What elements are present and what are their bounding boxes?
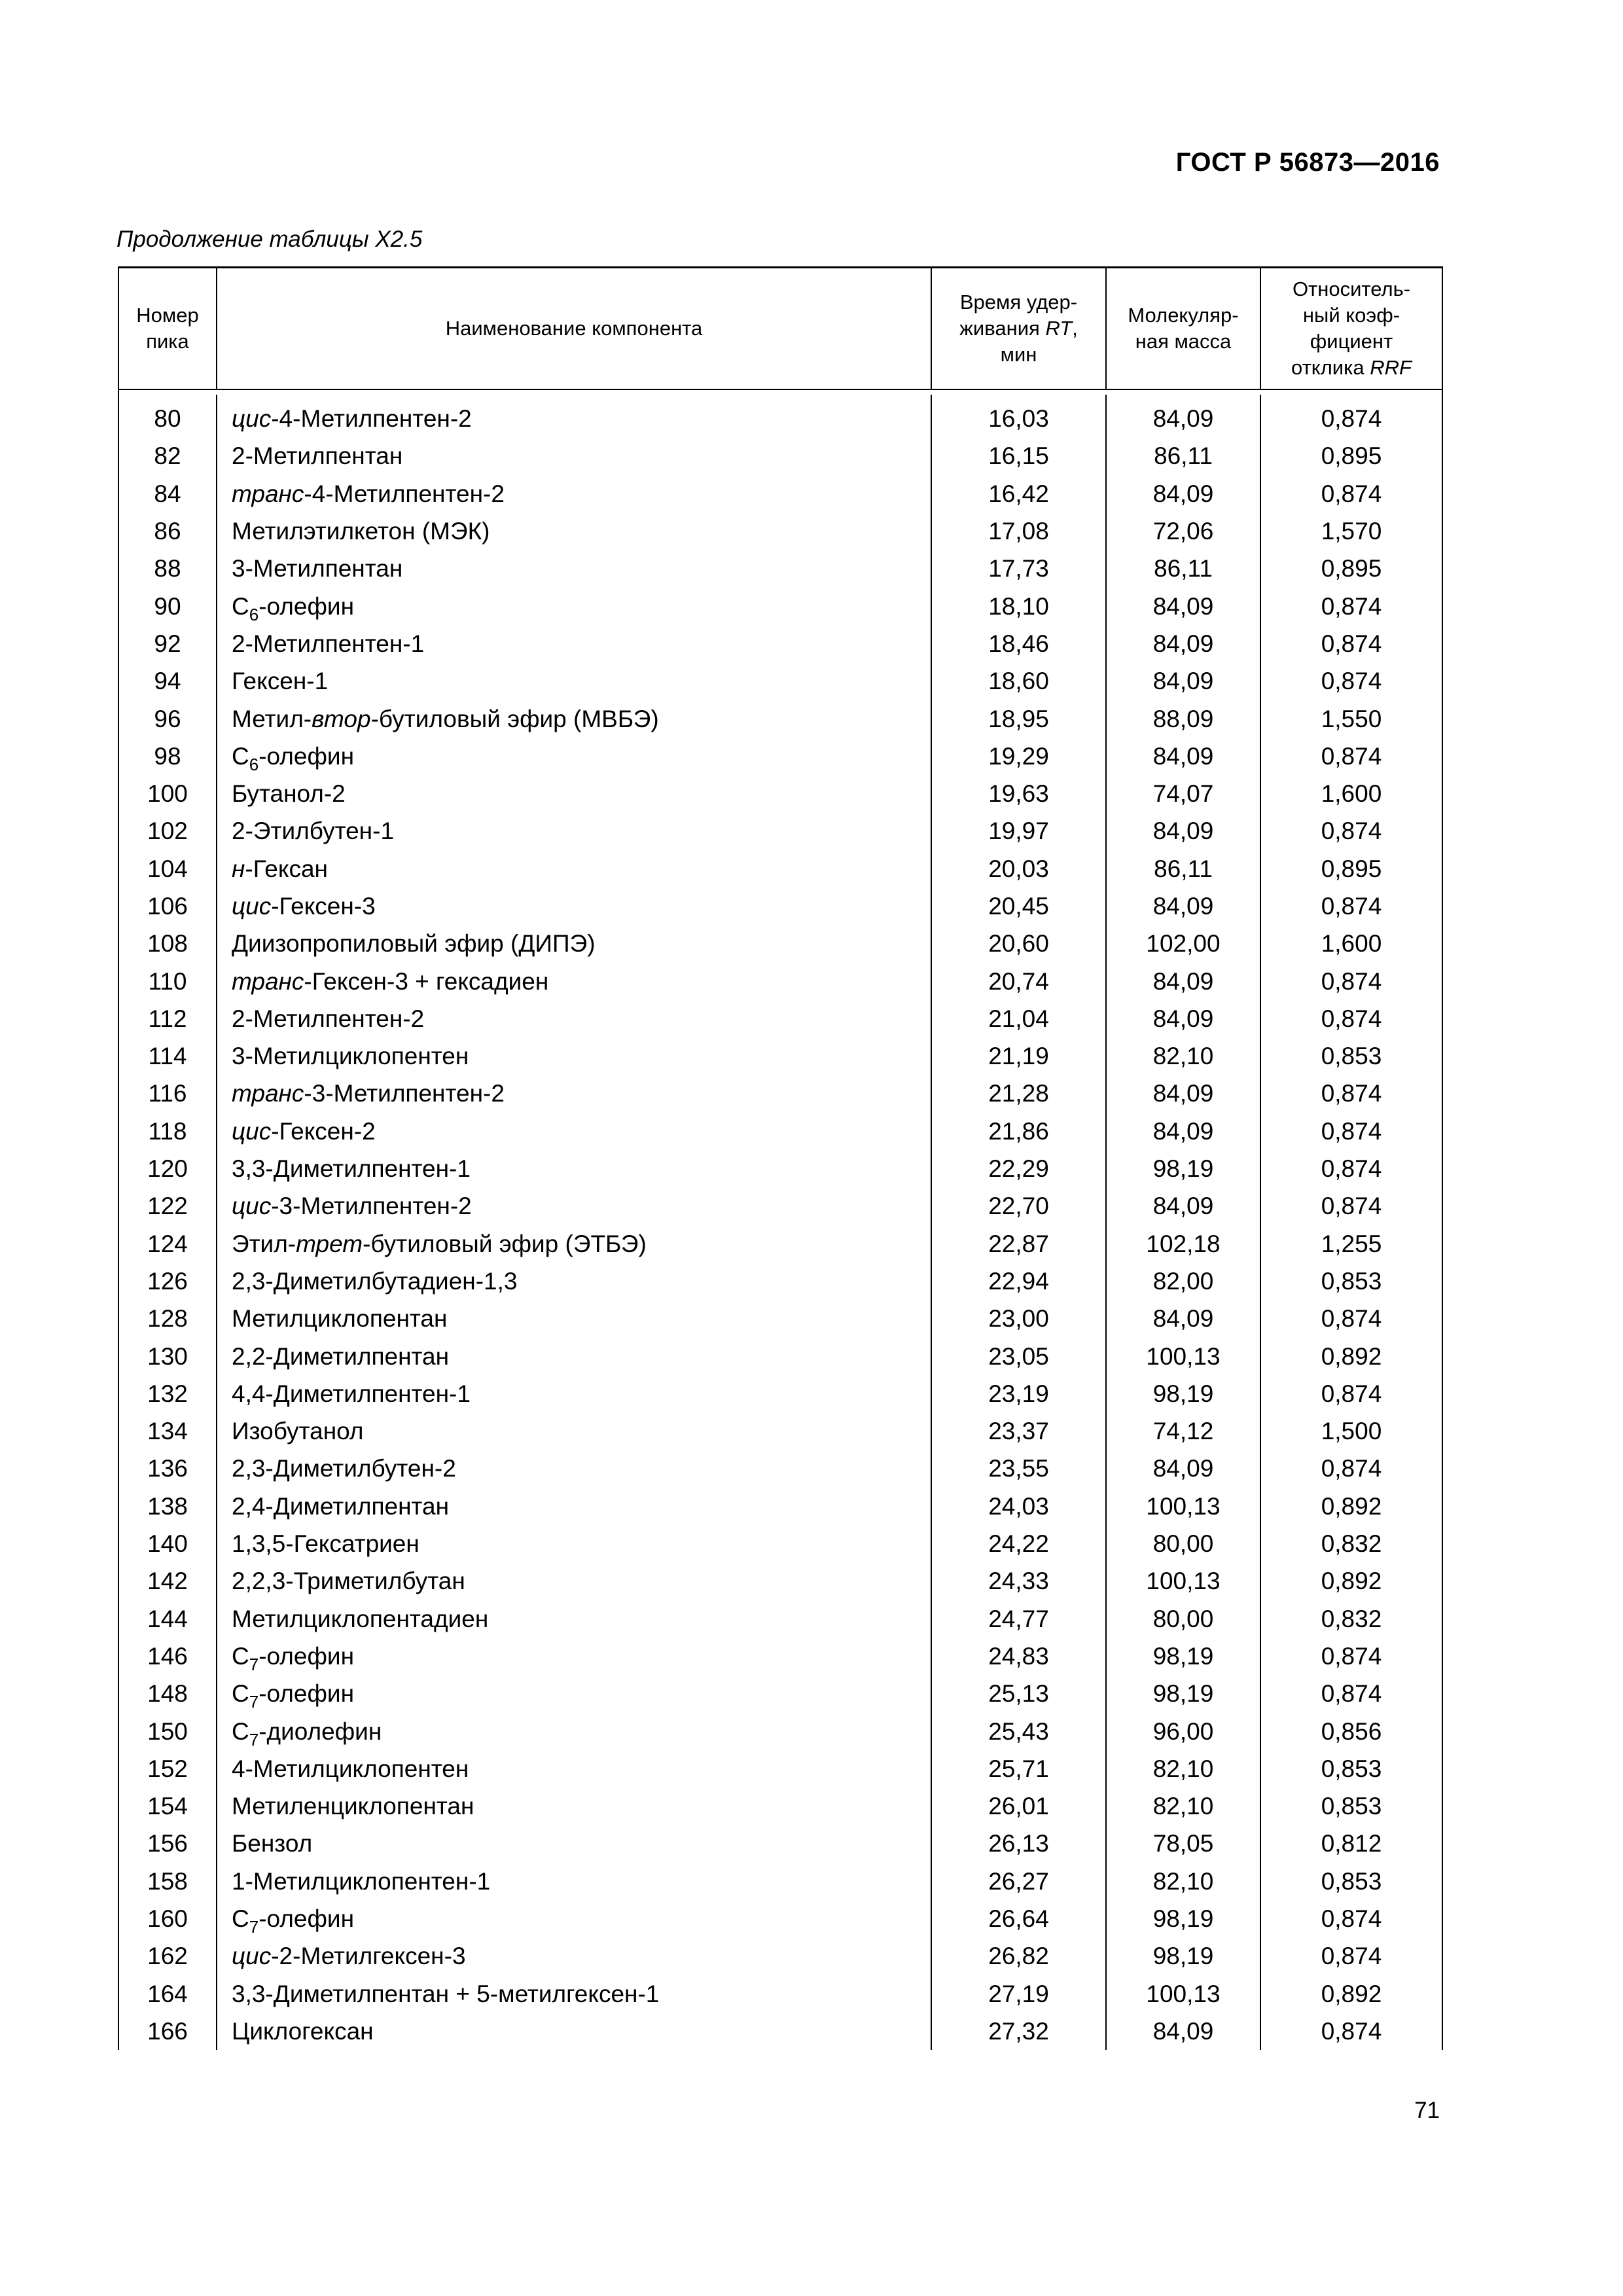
table-row [118, 512, 1442, 550]
component-name: $С_7$-олефин [217, 1675, 931, 1712]
molecular-mass: 84,09 [1106, 475, 1260, 512]
table-row [118, 1600, 1442, 1638]
retention-time: 24,83 [931, 1638, 1106, 1675]
table-row [118, 1150, 1442, 1187]
table-row [118, 738, 1442, 775]
table-body [118, 395, 1442, 2050]
peak-number: 104 [118, 850, 217, 888]
molecular-mass: 100,13 [1106, 1488, 1260, 1525]
rrf-value: 0,874 [1260, 1375, 1442, 1412]
table-row [118, 1975, 1442, 2012]
rrf-value: 1,550 [1260, 700, 1442, 737]
component-name: 2-Метилпентен-2 [217, 1000, 931, 1037]
molecular-mass: 74,12 [1106, 1412, 1260, 1450]
molecular-mass: 82,00 [1106, 1263, 1260, 1300]
retention-time: 20,60 [931, 925, 1106, 962]
table-row [118, 550, 1442, 587]
rrf-value: 0,874 [1260, 1150, 1442, 1187]
retention-time: 22,94 [931, 1263, 1106, 1300]
page-number: 71 [1414, 2098, 1440, 2123]
component-name: н-Гексан [217, 850, 931, 888]
retention-time: 23,19 [931, 1375, 1106, 1412]
component-name: 2-Метилпентен-1 [217, 625, 931, 662]
component-name: 3,3-Диметилпентан + 5-метилгексен-1 [217, 1975, 931, 2012]
peak-number: 82 [118, 437, 217, 475]
retention-time: 24,03 [931, 1488, 1106, 1525]
component-name: Диизопропиловый эфир (ДИПЭ) [217, 925, 931, 962]
peak-number: 120 [118, 1150, 217, 1187]
rrf-value: 0,892 [1260, 1488, 1442, 1525]
molecular-mass: 84,09 [1106, 1187, 1260, 1225]
rrf-value: 0,874 [1260, 1900, 1442, 1937]
retention-time: 26,64 [931, 1900, 1106, 1937]
rrf-value: 0,874 [1260, 662, 1442, 700]
molecular-mass: 96,00 [1106, 1712, 1260, 1749]
component-name: $С_6$-олефин [217, 738, 931, 775]
table-row [118, 1263, 1442, 1300]
header-retention-time: Время удер- живания RT, мин [931, 268, 1106, 390]
component-name: $С_6$-олефин [217, 587, 931, 624]
table-row [118, 587, 1442, 624]
retention-time: 20,45 [931, 888, 1106, 925]
header-component-name: Наименование компонента [217, 268, 931, 390]
retention-time: 25,13 [931, 1675, 1106, 1712]
peak-number: 96 [118, 700, 217, 737]
peak-number: 114 [118, 1037, 217, 1075]
table-row [118, 475, 1442, 512]
retention-time: 22,29 [931, 1150, 1106, 1187]
peak-number: 140 [118, 1525, 217, 1562]
molecular-mass: 84,09 [1106, 1300, 1260, 1337]
rrf-value: 0,853 [1260, 1037, 1442, 1075]
rrf-value: 1,600 [1260, 775, 1442, 812]
rrf-value: 0,853 [1260, 1787, 1442, 1825]
document-code: ГОСТ Р 56873—2016 [1175, 148, 1440, 177]
component-name: $С_7$-олефин [217, 1900, 931, 1937]
molecular-mass: 102,00 [1106, 925, 1260, 962]
component-name: цис-Гексен-3 [217, 888, 931, 925]
peak-number: 138 [118, 1488, 217, 1525]
peak-number: 162 [118, 1937, 217, 1975]
table-row [118, 625, 1442, 662]
molecular-mass: 84,09 [1106, 1113, 1260, 1150]
peak-number: 134 [118, 1412, 217, 1450]
molecular-mass: 84,09 [1106, 395, 1260, 437]
retention-time: 24,22 [931, 1525, 1106, 1562]
table-row [118, 962, 1442, 999]
peak-number: 94 [118, 662, 217, 700]
molecular-mass: 86,11 [1106, 850, 1260, 888]
molecular-mass: 88,09 [1106, 700, 1260, 737]
peak-number: 132 [118, 1375, 217, 1412]
component-name: Бутанол-2 [217, 775, 931, 812]
component-name: 1-Метилциклопентен-1 [217, 1863, 931, 1900]
component-name: Метилциклопентан [217, 1300, 931, 1337]
component-name: Изобутанол [217, 1412, 931, 1450]
component-name: 2,2-Диметилпентан [217, 1337, 931, 1374]
molecular-mass: 82,10 [1106, 1787, 1260, 1825]
rrf-value: 0,874 [1260, 587, 1442, 624]
table-row [118, 437, 1442, 475]
table-row [118, 1937, 1442, 1975]
retention-time: 19,97 [931, 812, 1106, 850]
retention-time: 21,28 [931, 1075, 1106, 1112]
rrf-value: 0,895 [1260, 437, 1442, 475]
retention-time: 26,82 [931, 1937, 1106, 1975]
retention-time: 25,71 [931, 1750, 1106, 1787]
rrf-value: 0,874 [1260, 1638, 1442, 1675]
rrf-value: 0,874 [1260, 1075, 1442, 1112]
retention-time: 21,19 [931, 1037, 1106, 1075]
component-name: цис-3-Метилпентен-2 [217, 1187, 931, 1225]
peak-number: 80 [118, 395, 217, 437]
table-row [118, 1488, 1442, 1525]
molecular-mass: 98,19 [1106, 1937, 1260, 1975]
table-row [118, 395, 1442, 437]
rrf-value: 0,874 [1260, 1675, 1442, 1712]
peak-number: 164 [118, 1975, 217, 2012]
component-name: 2-Этилбутен-1 [217, 812, 931, 850]
retention-time: 27,32 [931, 2013, 1106, 2050]
peak-number: 86 [118, 512, 217, 550]
retention-time: 25,43 [931, 1712, 1106, 1749]
retention-time: 20,74 [931, 962, 1106, 999]
rrf-value: 0,853 [1260, 1263, 1442, 1300]
rrf-value: 0,895 [1260, 550, 1442, 587]
rrf-value: 1,255 [1260, 1225, 1442, 1263]
peak-number: 84 [118, 475, 217, 512]
table-row [118, 925, 1442, 962]
rrf-value: 0,874 [1260, 1300, 1442, 1337]
retention-time: 16,42 [931, 475, 1106, 512]
peak-number: 160 [118, 1900, 217, 1937]
component-name: транс-3-Метилпентен-2 [217, 1075, 931, 1112]
rrf-value: 1,600 [1260, 925, 1442, 962]
table-row [118, 1863, 1442, 1900]
peak-number: 144 [118, 1600, 217, 1638]
rrf-value: 1,570 [1260, 512, 1442, 550]
rrf-value: 0,853 [1260, 1863, 1442, 1900]
peak-number: 154 [118, 1787, 217, 1825]
peak-number: 92 [118, 625, 217, 662]
peak-number: 110 [118, 962, 217, 999]
peak-number: 88 [118, 550, 217, 587]
table-row [118, 700, 1442, 737]
peak-number: 100 [118, 775, 217, 812]
rrf-value: 0,892 [1260, 1975, 1442, 2012]
peak-number: 148 [118, 1675, 217, 1712]
table-row [118, 1900, 1442, 1937]
molecular-mass: 84,09 [1106, 738, 1260, 775]
component-name: 3-Метилпентан [217, 550, 931, 587]
peak-number: 126 [118, 1263, 217, 1300]
table-row [118, 1525, 1442, 1562]
molecular-mass: 98,19 [1106, 1150, 1260, 1187]
components-table [118, 266, 1443, 2050]
retention-time: 23,05 [931, 1337, 1106, 1374]
peak-number: 142 [118, 1562, 217, 1600]
molecular-mass: 100,13 [1106, 1562, 1260, 1600]
peak-number: 166 [118, 2013, 217, 2050]
table-row [118, 1375, 1442, 1412]
retention-time: 24,77 [931, 1600, 1106, 1638]
retention-time: 20,03 [931, 850, 1106, 888]
component-name: цис-4-Метилпентен-2 [217, 395, 931, 437]
component-name: 4-Метилциклопентен [217, 1750, 931, 1787]
peak-number: 108 [118, 925, 217, 962]
component-name: 3,3-Диметилпентен-1 [217, 1150, 931, 1187]
component-name: Метил-втор-бутиловый эфир (МВБЭ) [217, 700, 931, 737]
table-caption: Продолжение таблицы X2.5 [116, 226, 423, 252]
table-row [118, 1412, 1442, 1450]
table-row [118, 1300, 1442, 1337]
table-row [118, 1712, 1442, 1749]
table-row [118, 1225, 1442, 1263]
molecular-mass: 84,09 [1106, 1000, 1260, 1037]
molecular-mass: 86,11 [1106, 550, 1260, 587]
component-name: 2,3-Диметилбутадиен-1,3 [217, 1263, 931, 1300]
table-header [118, 268, 1442, 395]
component-name: Этил-трет-бутиловый эфир (ЭТБЭ) [217, 1225, 931, 1263]
molecular-mass: 82,10 [1106, 1750, 1260, 1787]
rrf-value: 0,874 [1260, 962, 1442, 999]
peak-number: 102 [118, 812, 217, 850]
rrf-value: 0,856 [1260, 1712, 1442, 1749]
table-row [118, 1638, 1442, 1675]
component-name: 2-Метилпентан [217, 437, 931, 475]
retention-time: 21,86 [931, 1113, 1106, 1150]
peak-number: 106 [118, 888, 217, 925]
retention-time: 17,73 [931, 550, 1106, 587]
molecular-mass: 84,09 [1106, 662, 1260, 700]
rrf-value: 0,874 [1260, 625, 1442, 662]
retention-time: 16,15 [931, 437, 1106, 475]
retention-time: 26,01 [931, 1787, 1106, 1825]
molecular-mass: 86,11 [1106, 437, 1260, 475]
component-name: Гексен-1 [217, 662, 931, 700]
peak-number: 152 [118, 1750, 217, 1787]
rrf-value: 1,500 [1260, 1412, 1442, 1450]
rrf-value: 0,892 [1260, 1562, 1442, 1600]
molecular-mass: 82,10 [1106, 1863, 1260, 1900]
table-row [118, 1750, 1442, 1787]
table-row [118, 850, 1442, 888]
table-row [118, 1000, 1442, 1037]
peak-number: 98 [118, 738, 217, 775]
component-name: 4,4-Диметилпентен-1 [217, 1375, 931, 1412]
retention-time: 19,63 [931, 775, 1106, 812]
table-row [118, 1450, 1442, 1487]
component-name: Циклогексан [217, 2013, 931, 2050]
table-row [118, 1113, 1442, 1150]
retention-time: 17,08 [931, 512, 1106, 550]
molecular-mass: 80,00 [1106, 1600, 1260, 1638]
molecular-mass: 100,13 [1106, 1975, 1260, 2012]
molecular-mass: 98,19 [1106, 1675, 1260, 1712]
retention-time: 16,03 [931, 395, 1106, 437]
retention-time: 22,87 [931, 1225, 1106, 1263]
retention-time: 18,46 [931, 625, 1106, 662]
molecular-mass: 84,09 [1106, 1450, 1260, 1487]
component-name: транс-Гексен-3 + гексадиен [217, 962, 931, 999]
rrf-value: 0,874 [1260, 812, 1442, 850]
rrf-value: 0,832 [1260, 1525, 1442, 1562]
component-name: $С_7$-олефин [217, 1638, 931, 1675]
peak-number: 112 [118, 1000, 217, 1037]
peak-number: 146 [118, 1638, 217, 1675]
retention-time: 18,10 [931, 587, 1106, 624]
component-name: Метиленциклопентан [217, 1787, 931, 1825]
molecular-mass: 78,05 [1106, 1825, 1260, 1862]
table-row [118, 1187, 1442, 1225]
molecular-mass: 102,18 [1106, 1225, 1260, 1263]
rrf-value: 0,892 [1260, 1337, 1442, 1374]
rrf-value: 0,812 [1260, 1825, 1442, 1862]
component-name: 1,3,5-Гексатриен [217, 1525, 931, 1562]
component-name: транс-4-Метилпентен-2 [217, 475, 931, 512]
rrf-value: 0,874 [1260, 2013, 1442, 2050]
component-name: Метилциклопентадиен [217, 1600, 931, 1638]
peak-number: 122 [118, 1187, 217, 1225]
table-row [118, 812, 1442, 850]
rrf-value: 0,874 [1260, 1000, 1442, 1037]
header-peak-number: Номер пика [118, 268, 217, 390]
rrf-value: 0,874 [1260, 888, 1442, 925]
molecular-mass: 84,09 [1106, 888, 1260, 925]
component-name: 2,3-Диметилбутен-2 [217, 1450, 931, 1487]
peak-number: 116 [118, 1075, 217, 1112]
component-name: $С_7$-диолефин [217, 1712, 931, 1749]
retention-time: 21,04 [931, 1000, 1106, 1037]
peak-number: 128 [118, 1300, 217, 1337]
rrf-value: 0,874 [1260, 475, 1442, 512]
retention-time: 23,55 [931, 1450, 1106, 1487]
molecular-mass: 80,00 [1106, 1525, 1260, 1562]
retention-time: 23,37 [931, 1412, 1106, 1450]
rrf-value: 0,874 [1260, 395, 1442, 437]
molecular-mass: 84,09 [1106, 625, 1260, 662]
molecular-mass: 98,19 [1106, 1638, 1260, 1675]
rrf-value: 0,874 [1260, 1113, 1442, 1150]
header-molecular-mass: Молекуляр- ная масса [1106, 268, 1260, 390]
component-name: Метилэтилкетон (МЭК) [217, 512, 931, 550]
rrf-value: 0,853 [1260, 1750, 1442, 1787]
retention-time: 23,00 [931, 1300, 1106, 1337]
molecular-mass: 84,09 [1106, 587, 1260, 624]
rrf-value: 0,874 [1260, 1937, 1442, 1975]
molecular-mass: 84,09 [1106, 1075, 1260, 1112]
molecular-mass: 72,06 [1106, 512, 1260, 550]
rrf-value: 0,895 [1260, 850, 1442, 888]
table-row [118, 2013, 1442, 2050]
molecular-mass: 84,09 [1106, 962, 1260, 999]
peak-number: 90 [118, 587, 217, 624]
peak-number: 150 [118, 1712, 217, 1749]
retention-time: 22,70 [931, 1187, 1106, 1225]
retention-time: 18,60 [931, 662, 1106, 700]
retention-time: 19,29 [931, 738, 1106, 775]
retention-time: 27,19 [931, 1975, 1106, 2012]
component-name: цис-Гексен-2 [217, 1113, 931, 1150]
table-row [118, 888, 1442, 925]
table-row [118, 1675, 1442, 1712]
component-name: Бензол [217, 1825, 931, 1862]
rrf-value: 0,874 [1260, 1450, 1442, 1487]
table-row [118, 662, 1442, 700]
table-row [118, 1787, 1442, 1825]
peak-number: 124 [118, 1225, 217, 1263]
peak-number: 118 [118, 1113, 217, 1150]
molecular-mass: 74,07 [1106, 775, 1260, 812]
peak-number: 156 [118, 1825, 217, 1862]
component-name: цис-2-Метилгексен-3 [217, 1937, 931, 1975]
table-row [118, 1037, 1442, 1075]
rrf-value: 0,874 [1260, 738, 1442, 775]
component-name: 2,4-Диметилпентан [217, 1488, 931, 1525]
rrf-value: 0,874 [1260, 1187, 1442, 1225]
table-row [118, 1825, 1442, 1862]
peak-number: 136 [118, 1450, 217, 1487]
header-rrf: Относитель- ный коэф- фициент отклика RRF [1260, 268, 1442, 390]
component-name: 3-Метилциклопентен [217, 1037, 931, 1075]
peak-number: 130 [118, 1337, 217, 1374]
molecular-mass: 84,09 [1106, 812, 1260, 850]
molecular-mass: 82,10 [1106, 1037, 1260, 1075]
peak-number: 158 [118, 1863, 217, 1900]
retention-time: 18,95 [931, 700, 1106, 737]
molecular-mass: 100,13 [1106, 1337, 1260, 1374]
retention-time: 26,13 [931, 1825, 1106, 1862]
molecular-mass: 98,19 [1106, 1375, 1260, 1412]
molecular-mass: 84,09 [1106, 2013, 1260, 2050]
component-name: 2,2,3-Триметилбутан [217, 1562, 931, 1600]
rrf-value: 0,832 [1260, 1600, 1442, 1638]
table-row [118, 1075, 1442, 1112]
table-row [118, 775, 1442, 812]
molecular-mass: 98,19 [1106, 1900, 1260, 1937]
table-row [118, 1562, 1442, 1600]
table-row [118, 1337, 1442, 1374]
retention-time: 26,27 [931, 1863, 1106, 1900]
retention-time: 24,33 [931, 1562, 1106, 1600]
